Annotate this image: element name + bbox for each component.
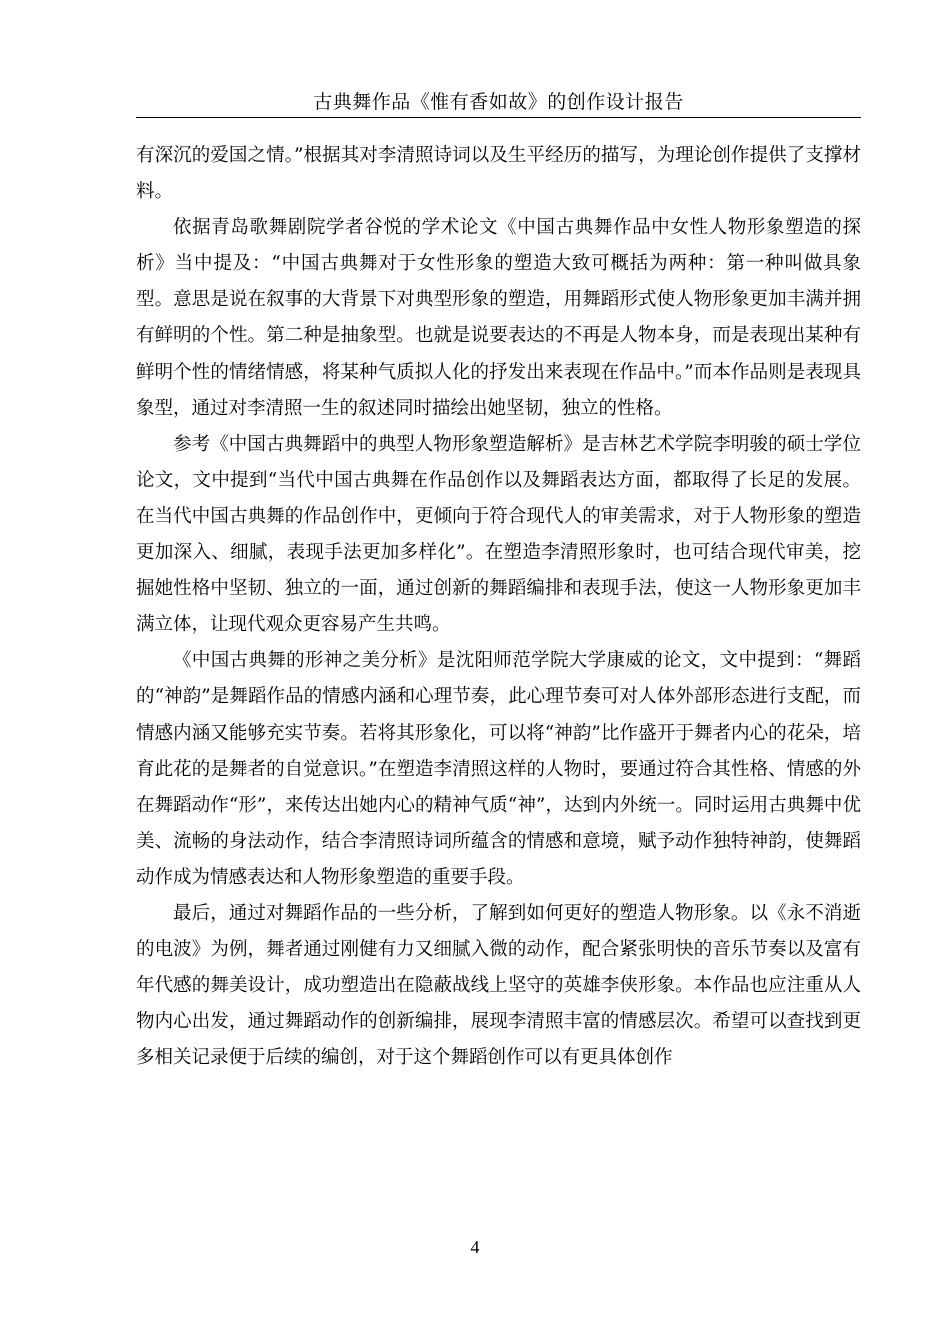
paragraph-kang-wei-thesis: 《中国古典舞的形神之美分析》是沈阳师范学院大学康威的论文，文中提到：“舞蹈的“神韵”是舞蹈作品的情感内涵和心理节奏，此心理节奏可对人体外部形态进行支配，而情感内涵又能够充实节奏。若将其形象化，可以将“神韵”比作盛开于舞者内心的花朵，培育此花的是舞者的自觉意识。”在塑造李清照这样的人物时，要通过符合其性格、情感的外在舞蹈动作“形”，来传达出她内心的精神气质“神”，达到内外统一。同时运用古典舞中优美、流畅的身法动作，结合李清照诗词所蕴含的情感和意境，赋予动作独特神韵，使舞蹈动作成为情感表达和人物形象塑造的重要手段。 (136, 650, 861, 888)
page-number: 4 (470, 1237, 480, 1257)
paragraph-li-mingjun-thesis: 参考《中国古典舞蹈中的典型人物形象塑造解析》是吉林艺术学院李明骏的硕士学位论文，文中提到“当代中国古典舞在作品创作以及舞蹈表达方面，都取得了长足的发展。在当代中国古典舞的作品创作中，更倾向于符合现代人的审美需求，对于人物形象的塑造更加深入、细腻，表现手法更加多样化”。在塑造李清照形象时，也可结合现代审美，挖掘她性格中坚韧、独立的一面，通过创新的舞蹈编排和表现手法，使这一人物形象更加丰满立体，让现代观众更容易产生共鸣。 (136, 433, 861, 636)
header-divider (136, 117, 861, 118)
paragraph-continuation: 有深沉的爱国之情。”根据其对李清照诗词以及生平经历的描写，为理论创作提供了支撑材料。 (136, 145, 861, 203)
paragraph-conclusion: 最后，通过对舞蹈作品的一些分析，了解到如何更好的塑造人物形象。以《永不消逝的电波》为例，舞者通过刚健有力又细腻入微的动作，配合紧张明快的音乐节奏以及富有年代感的舞美设计，成功塑造出在隐蔽战线上坚守的英雄李侠形象。本作品也应注重从人物内心出发，通过舞蹈动作的创新编排，展现李清照丰富的情感层次。希望可以查找到更多相关记录便于后续的编创，对于这个舞蹈创作可以有更具体创作 (136, 902, 861, 1069)
paragraph-gu-yue-thesis: 依据青岛歌舞剧院学者谷悦的学术论文《中国古典舞作品中女性人物形象塑造的探析》当中提及：“中国古典舞对于女性形象的塑造大致可概括为两种：第一种叫做具象型。意思是说在叙事的大背景下对典型形象的塑造，用舞蹈形式使人物形象更加丰满并拥有鲜明的个性。第二种是抽象型。也就是说要表达的不再是人物本身，而是表现出某种有鲜明个性的情绪情感，将某种气质拟人化的抒发出来表现在作品中。”而本作品则是表现具象型，通过对李清照一生的叙述同时描绘出她坚韧，独立的性格。 (136, 217, 861, 419)
page-header-title: 古典舞作品《惟有香如故》的创作设计报告 (313, 91, 684, 113)
body-text (136, 138, 861, 1076)
